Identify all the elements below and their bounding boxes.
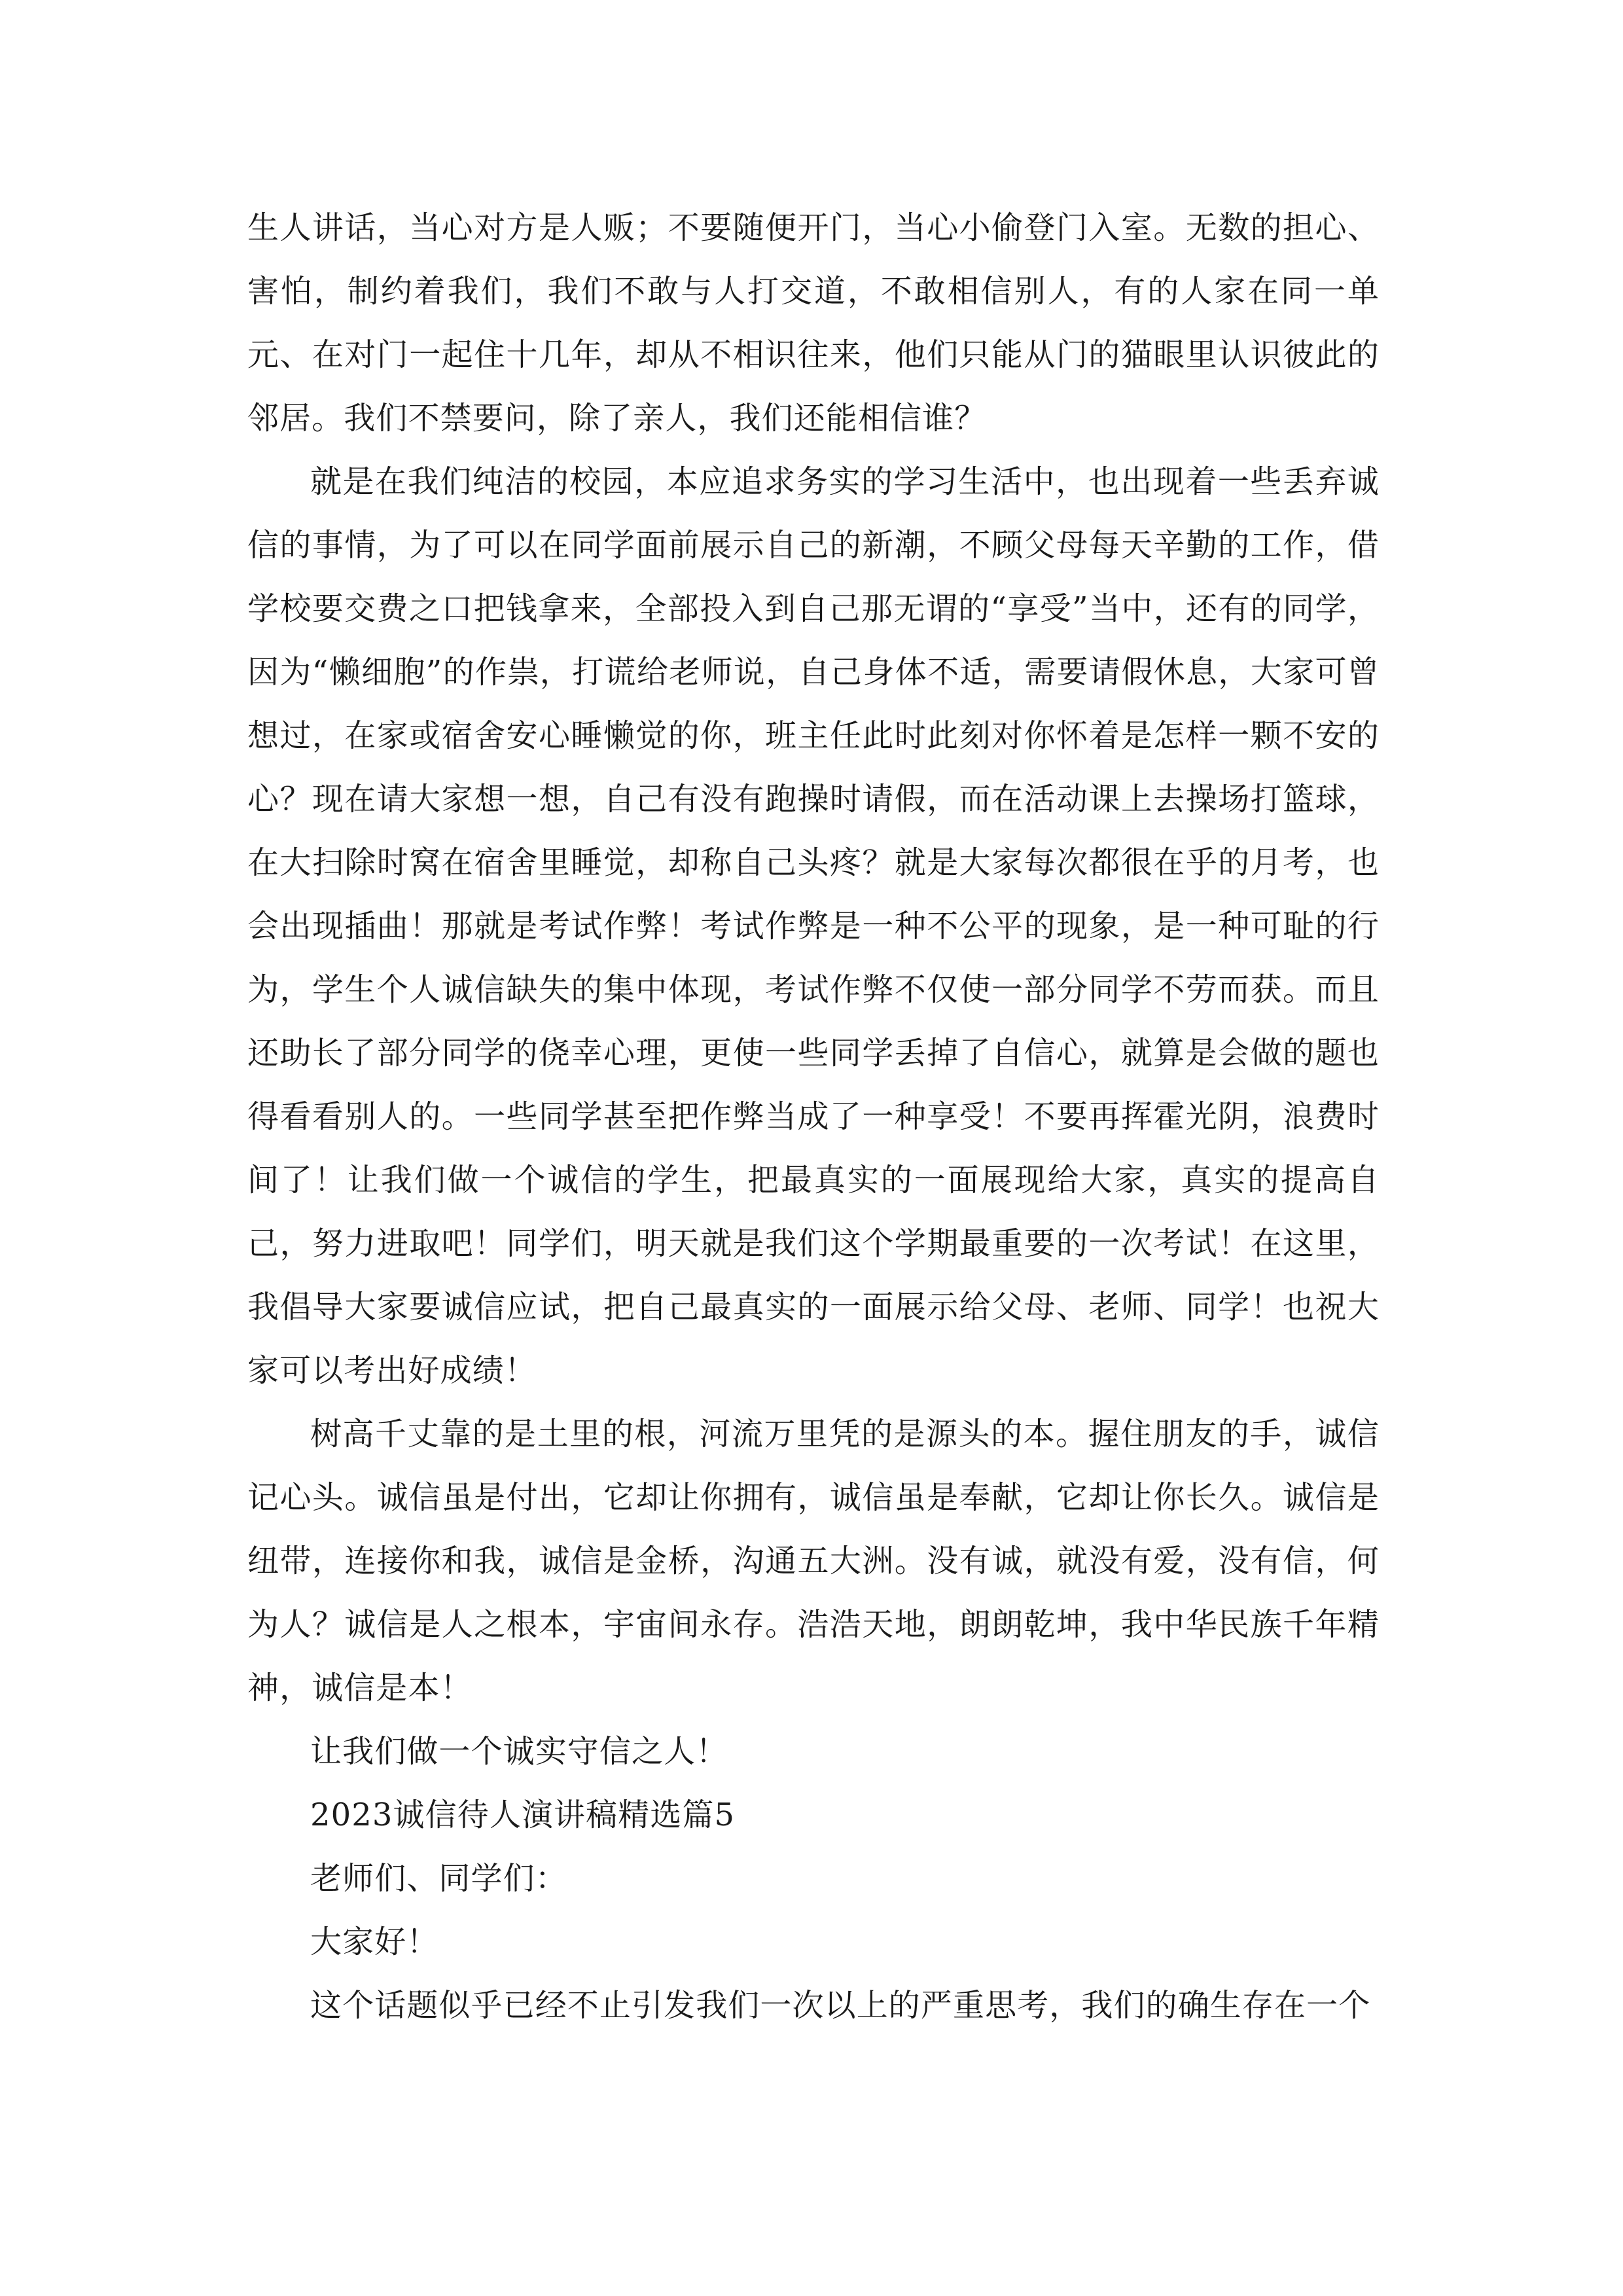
paragraph-1: 生人讲话，当心对方是人贩；不要随便开门，当心小偷登门入室。无数的担心、害怕，制约着我们，我们不敢与人打交道，不敢相信别人，有的人家在同一单元、在对门一起住十几年，却从不相识往来，他们只能从门的猫眼里认识彼此的邻居。我们不禁要问，除了亲人，我们还能相信谁？ <box>247 209 1380 437</box>
paragraph-final: 这个话题似乎已经不止引发我们一次以上的严重思考，我们的确生存在一个 <box>310 1987 1371 2024</box>
closing-line: 让我们做一个诚实守信之人！ <box>310 1733 728 1770</box>
section-heading: 2023诚信待人演讲稿精选篇5 <box>310 1797 736 1833</box>
paragraph-2: 就是在我们纯洁的校园，本应追求务实的学习生活中，也出现着一些丢弃诚信的事情，为了可以在同学面前展示自己的新潮，不顾父母每天辛勤的工作，借学校要交费之口把钱拿来，全部投入到自己那无谓的“享受”当中，还有的同学，因为“懒细胞”的作祟，打谎给老师说，自己身体不适，需要请假休息，大家可曾想过，在家或宿舍安心睡懒觉的你，班主任此时此刻对你怀着是怎样一颗不安的心？现在请大家想一想，自己有没有跑操时请假，而在活动课上去操场打篮球，在大扫除时窝在宿舍里睡觉，却称自己头疼？就是大家每次都很在乎的月考，也会出现插曲！那就是考试作弊！考试作弊是一种不公平的现象，是一种可耻的行为，学生个人诚信缺失的集中体现，考试作弊不仅使一部分同学不劳而获。而且还助长了部分同学的侥幸心理，更使一些同学丢掉了自信心，就算是会做的题也得看看别人的。一些同学甚至把作弊当成了一种享受！不要再挥霍光阴，浪费时间了！让我们做一个诚信的学生，把最真实的一面展现给大家，真实的提高自己，努力进取吧！同学们，明天就是我们这个学期最重要的一次考试！在这里，我倡导大家要诚信应试，把自己最真实的一面展示给父母、老师、同学！也祝大家可以考出好成绩！ <box>247 463 1380 1389</box>
paragraph-3: 树高千丈靠的是土里的根，河流万里凭的是源头的本。握住朋友的手，诚信记心头。诚信虽是付出，它却让你拥有，诚信虽是奉献，它却让你长久。诚信是纽带，连接你和我，诚信是金桥，沟通五大洲。没有诚，就没有爱，没有信，何为人？诚信是人之根本，宇宙间永存。浩浩天地，朗朗乾坤，我中华民族千年精神，诚信是本！ <box>247 1416 1380 1706</box>
salutation: 老师们、同学们： <box>310 1860 567 1897</box>
document-body <box>247 196 1380 2037</box>
greeting: 大家好！ <box>310 1924 439 1960</box>
